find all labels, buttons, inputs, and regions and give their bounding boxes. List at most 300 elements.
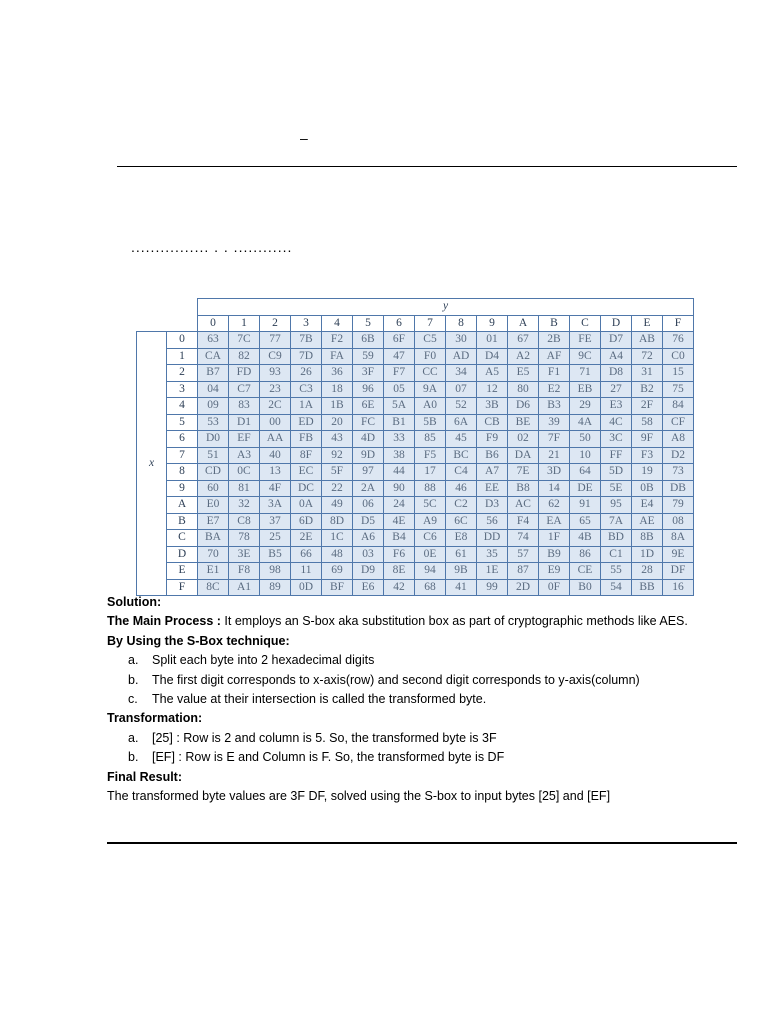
sbox-cell: 9C	[570, 348, 601, 365]
sbox-cell: D0	[198, 431, 229, 448]
main-process-label: The Main Process :	[107, 614, 221, 629]
sbox-cell: 7C	[229, 332, 260, 349]
sbox-cell: D2	[663, 447, 694, 464]
sbox-cell: 88	[415, 480, 446, 497]
sbox-cell: 20	[322, 414, 353, 431]
solution-heading: Solution:	[107, 595, 162, 609]
sbox-cell: 81	[229, 480, 260, 497]
main-process-text: It employs an S-box aka substitution box as part of cryptographic methods like AES.	[220, 614, 688, 629]
list-text: The value at their intersection is called the transformed byte.	[152, 692, 487, 707]
row-header: 9	[167, 480, 198, 497]
sbox-cell: 65	[570, 513, 601, 530]
sbox-cell: B2	[632, 381, 663, 398]
sbox-cell: B7	[198, 365, 229, 382]
sbox-cell: 4B	[570, 530, 601, 547]
sbox-cell: 56	[477, 513, 508, 530]
list-marker: a.	[128, 653, 139, 668]
row-header: A	[167, 497, 198, 514]
sbox-cell: 8E	[384, 563, 415, 580]
row-header: D	[167, 546, 198, 563]
sbox-cell: C1	[601, 546, 632, 563]
row-header: 3	[167, 381, 198, 398]
sbox-cell: 03	[353, 546, 384, 563]
sbox-cell: F9	[477, 431, 508, 448]
sbox-cell: 21	[539, 447, 570, 464]
sbox-cell: 5C	[415, 497, 446, 514]
sbox-cell: CF	[663, 414, 694, 431]
row-header: B	[167, 513, 198, 530]
row-header: 6	[167, 431, 198, 448]
sbox-cell: F0	[415, 348, 446, 365]
sbox-cell: 95	[601, 497, 632, 514]
sbox-cell: 99	[477, 579, 508, 596]
sbox-cell: DE	[570, 480, 601, 497]
sbox-cell: 87	[508, 563, 539, 580]
list-item	[107, 651, 727, 670]
sbox-cell: 41	[446, 579, 477, 596]
sbox-cell: 7D	[291, 348, 322, 365]
sbox-cell: 6E	[353, 398, 384, 415]
sbox-cell: 4C	[601, 414, 632, 431]
sbox-cell: DB	[663, 480, 694, 497]
table-row	[137, 563, 694, 580]
sbox-cell: C9	[260, 348, 291, 365]
sbox-cell: 42	[384, 579, 415, 596]
sbox-cell: 6A	[446, 414, 477, 431]
sbox-cell: 40	[260, 447, 291, 464]
sbox-cell: A9	[415, 513, 446, 530]
sbox-cell: 8D	[322, 513, 353, 530]
sbox-cell: 58	[632, 414, 663, 431]
sbox-cell: AC	[508, 497, 539, 514]
sbox-cell: 35	[477, 546, 508, 563]
table-row	[137, 398, 694, 415]
bottom-divider	[107, 842, 737, 844]
table-row	[137, 480, 694, 497]
sbox-cell: 98	[260, 563, 291, 580]
sbox-cell: AF	[539, 348, 570, 365]
sbox-cell: 51	[198, 447, 229, 464]
final-result-heading: Final Result:	[107, 769, 183, 784]
sbox-cell: 63	[198, 332, 229, 349]
sbox-cell: 2E	[291, 530, 322, 547]
sbox-cell: 66	[291, 546, 322, 563]
final-result-text: The transformed byte values are 3F DF, solved using the S-box to input bytes [25] and [EF]	[107, 789, 611, 804]
sbox-cell: 4F	[260, 480, 291, 497]
column-header: 6	[384, 315, 415, 332]
sbox-cell: 08	[663, 513, 694, 530]
sbox-cell: 9B	[446, 563, 477, 580]
list-item	[107, 748, 727, 767]
list-text: The first digit corresponds to x-axis(row) and second digit corresponds to y-axis(column)	[152, 672, 640, 687]
sbox-cell: E9	[539, 563, 570, 580]
sbox-cell: F8	[229, 563, 260, 580]
sbox-cell: C5	[415, 332, 446, 349]
sbox-cell: 22	[322, 480, 353, 497]
sbox-cell: 14	[539, 480, 570, 497]
sbox-cell: E2	[539, 381, 570, 398]
table-row	[137, 381, 694, 398]
sbox-cell: 43	[322, 431, 353, 448]
table-row	[137, 464, 694, 481]
sbox-cell: BE	[508, 414, 539, 431]
sbox-cell: 26	[291, 365, 322, 382]
sbox-cell: 62	[539, 497, 570, 514]
sbox-cell: B9	[539, 546, 570, 563]
sbox-cell: 4A	[570, 414, 601, 431]
sbox-cell: A8	[663, 431, 694, 448]
sbox-cell: C4	[446, 464, 477, 481]
sbox-cell: 1A	[291, 398, 322, 415]
sbox-cell: A0	[415, 398, 446, 415]
sbox-cell: 2C	[260, 398, 291, 415]
sbox-cell: 1D	[632, 546, 663, 563]
list-marker: b.	[128, 750, 139, 765]
sbox-cell: ED	[291, 414, 322, 431]
list-item	[107, 671, 727, 690]
sbox-cell: BC	[446, 447, 477, 464]
sbox-cell: 71	[570, 365, 601, 382]
sbox-cell: E1	[198, 563, 229, 580]
sbox-cell: CD	[198, 464, 229, 481]
sbox-cell: BF	[322, 579, 353, 596]
sbox-cell: 8B	[632, 530, 663, 547]
sbox-cell: EF	[229, 431, 260, 448]
sbox-cell: A4	[601, 348, 632, 365]
list-item	[107, 690, 727, 709]
sbox-cell: 31	[632, 365, 663, 382]
sbox-cell: FF	[601, 447, 632, 464]
sbox-cell: 09	[198, 398, 229, 415]
sbox-cell: D9	[353, 563, 384, 580]
table-row	[137, 348, 694, 365]
sbox-cell: 68	[415, 579, 446, 596]
row-header: 5	[167, 414, 198, 431]
transformation-steps	[107, 729, 727, 768]
sbox-cell: 17	[415, 464, 446, 481]
sbox-cell: 6C	[446, 513, 477, 530]
sbox-cell: 78	[229, 530, 260, 547]
sbox-cell: 0D	[291, 579, 322, 596]
sbox-cell: 1C	[322, 530, 353, 547]
solution-section	[107, 593, 727, 806]
sbox-cell: 37	[260, 513, 291, 530]
row-header: E	[167, 563, 198, 580]
sbox-cell: 85	[415, 431, 446, 448]
column-header: 3	[291, 315, 322, 332]
sbox-cell: 1F	[539, 530, 570, 547]
sbox-cell: 7F	[539, 431, 570, 448]
sbox-cell: 61	[446, 546, 477, 563]
column-header: B	[539, 315, 570, 332]
sbox-cell: B0	[570, 579, 601, 596]
sbox-cell: 5F	[322, 464, 353, 481]
sbox-cell: 46	[446, 480, 477, 497]
sbox-cell: F2	[322, 332, 353, 349]
sbox-cell: 8C	[198, 579, 229, 596]
sbox-cell: A7	[477, 464, 508, 481]
sbox-cell: 96	[353, 381, 384, 398]
row-header: 1	[167, 348, 198, 365]
sbox-cell: 15	[663, 365, 694, 382]
sbox-cell: FE	[570, 332, 601, 349]
sbox-cell: FC	[353, 414, 384, 431]
sbox-cell: 19	[632, 464, 663, 481]
sbox-cell: 7E	[508, 464, 539, 481]
sbox-cell: CB	[477, 414, 508, 431]
sbox-cell: 97	[353, 464, 384, 481]
sbox-cell: A2	[508, 348, 539, 365]
sbox-cell: 06	[353, 497, 384, 514]
sbox-cell: B8	[508, 480, 539, 497]
row-header: 0	[167, 332, 198, 349]
sbox-cell: 39	[539, 414, 570, 431]
row-header: F	[167, 579, 198, 596]
sbox-cell: B1	[384, 414, 415, 431]
table-row	[137, 530, 694, 547]
sbox-cell: C2	[446, 497, 477, 514]
sbox-cell: 00	[260, 414, 291, 431]
sbox-cell: 5E	[601, 480, 632, 497]
sbox-cell: C7	[229, 381, 260, 398]
sbox-cell: 18	[322, 381, 353, 398]
sbox-cell: F3	[632, 447, 663, 464]
table-row	[137, 447, 694, 464]
sbox-cell: F4	[508, 513, 539, 530]
sbox-cell: DA	[508, 447, 539, 464]
row-header: 2	[167, 365, 198, 382]
table-corner	[167, 299, 198, 316]
row-header: 8	[167, 464, 198, 481]
column-header: 5	[353, 315, 384, 332]
sbox-cell: 9E	[663, 546, 694, 563]
sbox-cell: 0C	[229, 464, 260, 481]
sbox-cell: 12	[477, 381, 508, 398]
sbox-cell: AD	[446, 348, 477, 365]
sbox-cell: 4E	[384, 513, 415, 530]
sbox-cell: 73	[663, 464, 694, 481]
table-corner	[167, 315, 198, 332]
sbox-cell: 3C	[601, 431, 632, 448]
sbox-cell: 30	[446, 332, 477, 349]
sbox-cell: D8	[601, 365, 632, 382]
sbox-cell: A1	[229, 579, 260, 596]
sbox-cell: 0F	[539, 579, 570, 596]
sbox-cell: FB	[291, 431, 322, 448]
sbox-cell: B5	[260, 546, 291, 563]
sbox-cell: AE	[632, 513, 663, 530]
sbox-cell: BD	[601, 530, 632, 547]
sbox-cell: 3A	[260, 497, 291, 514]
sbox-cell: 52	[446, 398, 477, 415]
sbox-cell: 69	[322, 563, 353, 580]
list-marker: a.	[128, 730, 139, 745]
table-row	[137, 365, 694, 382]
sbox-cell: 05	[384, 381, 415, 398]
sbox-cell: 67	[508, 332, 539, 349]
sbox-cell: 53	[198, 414, 229, 431]
sbox-cell: 2F	[632, 398, 663, 415]
sbox-cell: D1	[229, 414, 260, 431]
sbox-cell: A3	[229, 447, 260, 464]
sbox-cell: 34	[446, 365, 477, 382]
sbox-cell: AA	[260, 431, 291, 448]
x-axis-label: x	[137, 332, 167, 596]
sbox-cell: 2D	[508, 579, 539, 596]
column-header: 1	[229, 315, 260, 332]
sbox-cell: 8A	[663, 530, 694, 547]
sbox-cell: C0	[663, 348, 694, 365]
sbox-cell: 25	[260, 530, 291, 547]
sbox-cell: 32	[229, 497, 260, 514]
sbox-cell: E0	[198, 497, 229, 514]
sbox-cell: 47	[384, 348, 415, 365]
sbox-cell: D6	[508, 398, 539, 415]
sbox-cell: F6	[384, 546, 415, 563]
sbox-cell: 0A	[291, 497, 322, 514]
table-row	[137, 332, 694, 349]
sbox-cell: 9A	[415, 381, 446, 398]
sbox-cell: B4	[384, 530, 415, 547]
sbox-cell: 91	[570, 497, 601, 514]
column-header: D	[601, 315, 632, 332]
sbox-cell: 7A	[601, 513, 632, 530]
sbox-cell: 86	[570, 546, 601, 563]
sbox-cell: D7	[601, 332, 632, 349]
top-divider	[117, 166, 737, 167]
sbox-cell: DC	[291, 480, 322, 497]
column-header: A	[508, 315, 539, 332]
sbox-cell: 36	[322, 365, 353, 382]
sbox-cell: 94	[415, 563, 446, 580]
sbox-cell: 2B	[539, 332, 570, 349]
sbox-cell: 92	[322, 447, 353, 464]
sbox-cell: 59	[353, 348, 384, 365]
sbox-cell: 3E	[229, 546, 260, 563]
sbox-table-figure	[136, 298, 714, 593]
sbox-cell: A5	[477, 365, 508, 382]
sbox-cell: 6D	[291, 513, 322, 530]
technique-steps	[107, 651, 727, 709]
sbox-cell: 5A	[384, 398, 415, 415]
sbox-cell: 45	[446, 431, 477, 448]
sbox-cell: F1	[539, 365, 570, 382]
sbox-cell: 83	[229, 398, 260, 415]
sbox-cell: 9F	[632, 431, 663, 448]
sbox-cell: E6	[353, 579, 384, 596]
sbox-cell: 57	[508, 546, 539, 563]
table-row	[137, 431, 694, 448]
sbox-cell: 77	[260, 332, 291, 349]
sbox-cell: 9D	[353, 447, 384, 464]
sbox-cell: 82	[229, 348, 260, 365]
sbox-cell: C6	[415, 530, 446, 547]
sbox-cell: 29	[570, 398, 601, 415]
sbox-cell: DD	[477, 530, 508, 547]
sbox-cell: 23	[260, 381, 291, 398]
sbox-cell: 13	[260, 464, 291, 481]
column-header: 4	[322, 315, 353, 332]
list-text: [25] : Row is 2 and column is 5. So, the transformed byte is 3F	[152, 730, 497, 745]
sbox-cell: 75	[663, 381, 694, 398]
sbox-cell: 11	[291, 563, 322, 580]
sbox-cell: FA	[322, 348, 353, 365]
sbox-cell: 55	[601, 563, 632, 580]
list-marker: c.	[128, 692, 138, 707]
table-row	[137, 414, 694, 431]
sbox-cell: 3F	[353, 365, 384, 382]
sbox-cell: C3	[291, 381, 322, 398]
sbox-cell: CA	[198, 348, 229, 365]
sbox-cell: 80	[508, 381, 539, 398]
column-header: C	[570, 315, 601, 332]
sbox-cell: 5D	[601, 464, 632, 481]
sbox-cell: 1E	[477, 563, 508, 580]
sbox-cell: 02	[508, 431, 539, 448]
header-dash: –	[300, 130, 308, 146]
sbox-cell: F5	[415, 447, 446, 464]
list-marker: b.	[128, 672, 139, 687]
sbox-cell: 0E	[415, 546, 446, 563]
column-header: 7	[415, 315, 446, 332]
sbox-cell: 3B	[477, 398, 508, 415]
sbox-cell: 64	[570, 464, 601, 481]
sbox-cell: 50	[570, 431, 601, 448]
transformation-heading: Transformation:	[107, 711, 203, 726]
sbox-cell: EB	[570, 381, 601, 398]
sbox-cell: 4D	[353, 431, 384, 448]
sbox-cell: E4	[632, 497, 663, 514]
sbox-table	[136, 298, 694, 596]
sbox-cell: A6	[353, 530, 384, 547]
column-header: 8	[446, 315, 477, 332]
sbox-cell: 93	[260, 365, 291, 382]
sbox-cell: 6F	[384, 332, 415, 349]
list-text: [EF] : Row is E and Column is F. So, the transformed byte is DF	[152, 750, 505, 765]
sbox-cell: 7B	[291, 332, 322, 349]
sbox-cell: BB	[632, 579, 663, 596]
column-header: 9	[477, 315, 508, 332]
sbox-cell: D3	[477, 497, 508, 514]
sbox-cell: FD	[229, 365, 260, 382]
column-header: E	[632, 315, 663, 332]
sbox-cell: E5	[508, 365, 539, 382]
sbox-cell: 01	[477, 332, 508, 349]
sbox-cell: 33	[384, 431, 415, 448]
y-axis-label: y	[198, 299, 694, 316]
sbox-cell: 84	[663, 398, 694, 415]
sbox-cell: E7	[198, 513, 229, 530]
sbox-cell: 04	[198, 381, 229, 398]
list-text: Split each byte into 2 hexadecimal digits	[152, 653, 375, 668]
sbox-cell: AB	[632, 332, 663, 349]
sbox-cell: 5B	[415, 414, 446, 431]
sbox-cell: 0B	[632, 480, 663, 497]
sbox-cell: EA	[539, 513, 570, 530]
sbox-cell: 54	[601, 579, 632, 596]
technique-heading: By Using the S-Box technique:	[107, 633, 290, 648]
sbox-cell: 44	[384, 464, 415, 481]
sbox-cell: 2A	[353, 480, 384, 497]
sbox-cell: 70	[198, 546, 229, 563]
main-process-paragraph	[107, 612, 727, 631]
table-corner	[137, 299, 167, 316]
sbox-cell: 76	[663, 332, 694, 349]
sbox-cell: DF	[663, 563, 694, 580]
sbox-cell: E8	[446, 530, 477, 547]
table-row	[137, 497, 694, 514]
sbox-cell: 72	[632, 348, 663, 365]
